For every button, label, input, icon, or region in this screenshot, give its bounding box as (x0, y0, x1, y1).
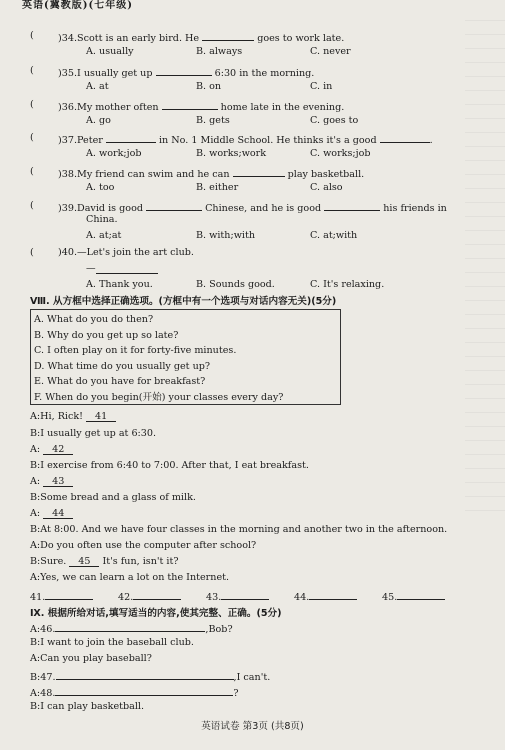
section-9-title: Ⅸ. 根据所给对话,填写适当的内容,使其完整、正确。(5分) (30, 608, 282, 619)
dialog-line: A:46. ,Bob? (30, 621, 233, 635)
answer-44[interactable] (309, 589, 357, 600)
options-box (30, 309, 341, 405)
blank-42[interactable]: 42 (43, 444, 73, 455)
dialog-line: B:I want to join the baseball club. (30, 637, 194, 648)
dialog-line: A: 44 (30, 508, 73, 519)
blank-34[interactable] (202, 30, 254, 41)
answer-43[interactable] (221, 589, 269, 600)
blank-39b[interactable] (324, 200, 380, 211)
dialog-line: B:Some bread and a glass of milk. (30, 492, 196, 503)
blank-38[interactable] (233, 166, 285, 177)
answer-42[interactable] (133, 589, 181, 600)
answer-45[interactable] (397, 589, 445, 600)
dialog-line: A:48. ? (30, 685, 239, 699)
blank-47[interactable] (56, 669, 234, 680)
dialog-line: A:Do you often use the computer after school? (30, 540, 257, 551)
box-option-b: B. Why do you get up so late? (34, 329, 179, 341)
answer-41[interactable] (45, 589, 93, 600)
blank-44[interactable]: 44 (43, 508, 73, 519)
blank-36[interactable] (162, 99, 218, 110)
page-header: 英语(冀教版)(七年级) (22, 0, 133, 11)
blank-39a[interactable] (146, 200, 202, 211)
dialog-line: A:Yes, we can learn a lot on the Internet. (30, 572, 230, 583)
blank-37a[interactable] (106, 132, 156, 143)
blank-41[interactable]: 41 (86, 411, 116, 422)
dialog-line: B:I can play basketball. (30, 701, 145, 712)
blank-46[interactable] (55, 621, 205, 632)
exam-page: 英语(冀教版)(七年级) ( )34.Scott is an early bird. He goes to work late. A. usually B. always C. never ( )35.I usually get up 6:30 in the morning. A. at B. on C. in ( )36.My mother often home late in the evening. A. go B. gets C. goes to ( )37.Peter in No. 1 Middle School. He thinks it's a good . A. work;job B. works;work C. works;job ( )38.My friend can swim and he can play basketball. A. too B. either C. also ( )39.David is good Chinese, and he is good his friends in China. A. at;at B. with;with C. at;with ( )40.—Let's join the art club. — A. Thank you. B. Sounds good. C. It's relaxing. Ⅷ. 从方框中选择正确选项。(方框中有一个选项与对话内容无关)(5分) A. What do you do then? B. Why do you get up so late? C. I often play on it for forty-five minutes. D. What time do you usually get up? E. What do you have for breakfast? F. When do you begin(开始) your classes every day? A:Hi, Rick! 41 B:I usually get up at 6:30. A: 42 B:I exercise from 6:40 to 7:00. After that, I eat breakfast. A: 43 B:Some bread and a glass of milk. A: 44 B:At 8:00. And we have four classes in the morning and another two in the afternoon. A:Do you often use the computer after school? B:Sure. 45 It's fun, isn't it? A:Yes, we can learn a lot on the Internet. 41. 42. 43. 44. 45. Ⅸ. 根据所给对话,填写适当的内容,使其完整、正确。(5分) A:46. ,Bob? B:I want to join the baseball club. A:Can you play baseball? B:47. ,I can't. A:48. ? B:I can play basketball. 英语试卷 第3页 (共8页) (0, 0, 505, 750)
blank-43[interactable]: 43 (43, 476, 73, 487)
dialog-line: A: 43 (30, 476, 73, 487)
blank-35[interactable] (156, 65, 212, 76)
blank-40[interactable] (96, 263, 158, 274)
section-8-title: Ⅷ. 从方框中选择正确选项。(方框中有一个选项与对话内容无关)(5分) (30, 296, 337, 307)
box-option-d: D. What time do you usually get up? (34, 360, 211, 372)
box-option-c: C. I often play on it for forty-five minutes. (34, 345, 237, 356)
box-option-f: F. When do you begin(开始) your classes every day? (34, 391, 284, 403)
dialog-line: A: 42 (30, 444, 73, 455)
dialog-line: B:At 8:00. And we have four classes in the morning and another two in the afternoon. (30, 524, 448, 535)
blank-45[interactable]: 45 (69, 556, 99, 567)
page-footer: 英语试卷 第3页 (共8页) (201, 721, 304, 732)
blank-37b[interactable] (380, 132, 430, 143)
dialog-line: B:47. ,I can't. (30, 669, 270, 683)
blank-48[interactable] (55, 685, 233, 696)
dialog-line: B:Sure. 45 It's fun, isn't it? (30, 556, 179, 567)
bleed-through-shadow (465, 20, 505, 520)
dialog-line: B:I usually get up at 6:30. (30, 428, 157, 439)
dialog-line: A:Can you play baseball? (30, 653, 152, 664)
dialog-line: A:Hi, Rick! 41 (30, 411, 116, 422)
box-option-a: A. What do you do then? (34, 314, 154, 325)
dialog-line: B:I exercise from 6:40 to 7:00. After that, I eat breakfast. (30, 460, 309, 471)
box-option-e: E. What do you have for breakfast? (34, 376, 206, 387)
